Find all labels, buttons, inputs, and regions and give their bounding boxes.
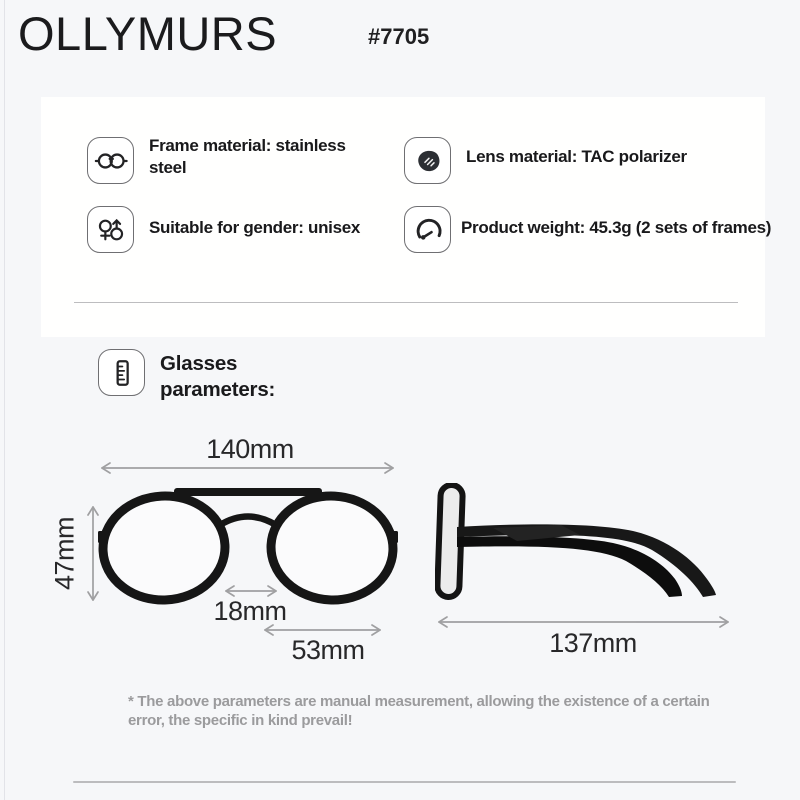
lens-height-arrow (86, 505, 100, 602)
dim-lens-width: 53mm (291, 635, 365, 665)
dim-frame-width: 140mm (206, 434, 294, 464)
parameters-title: Glasses parameters: (160, 352, 276, 401)
spec-gender: Suitable for gender: unisex (149, 218, 361, 237)
page-left-border (4, 0, 5, 800)
temple-length-arrow (437, 615, 730, 629)
lens-icon (404, 137, 451, 184)
disclaimer-text: * The above parameters are manual measurement, allowing the existence of a certain error, the specific in kind prevail! (128, 693, 710, 729)
model-number: #7705 (368, 24, 430, 49)
specs-card (41, 97, 772, 337)
spec-lens-material: Lens material: TAC polarizer (466, 147, 687, 166)
dim-lens-height: 47mm (49, 517, 80, 591)
dim-temple-length: 137mm (549, 628, 637, 658)
spec-weight: Product weight: 45.3g (2 sets of frames) (461, 218, 772, 237)
gauge-icon (404, 206, 451, 253)
card-divider (74, 302, 738, 303)
dim-bridge-width: 18mm (213, 596, 287, 626)
bottom-divider (73, 781, 736, 783)
frame-width-arrow (100, 461, 395, 475)
spec-frame-material: Frame material: stainless steel (149, 136, 346, 177)
gender-icon (87, 206, 134, 253)
glasses-side-view-image (435, 483, 727, 601)
glasses-icon (87, 137, 134, 184)
brand-title: OLLYMURS (18, 7, 278, 60)
ruler-icon (98, 349, 145, 396)
